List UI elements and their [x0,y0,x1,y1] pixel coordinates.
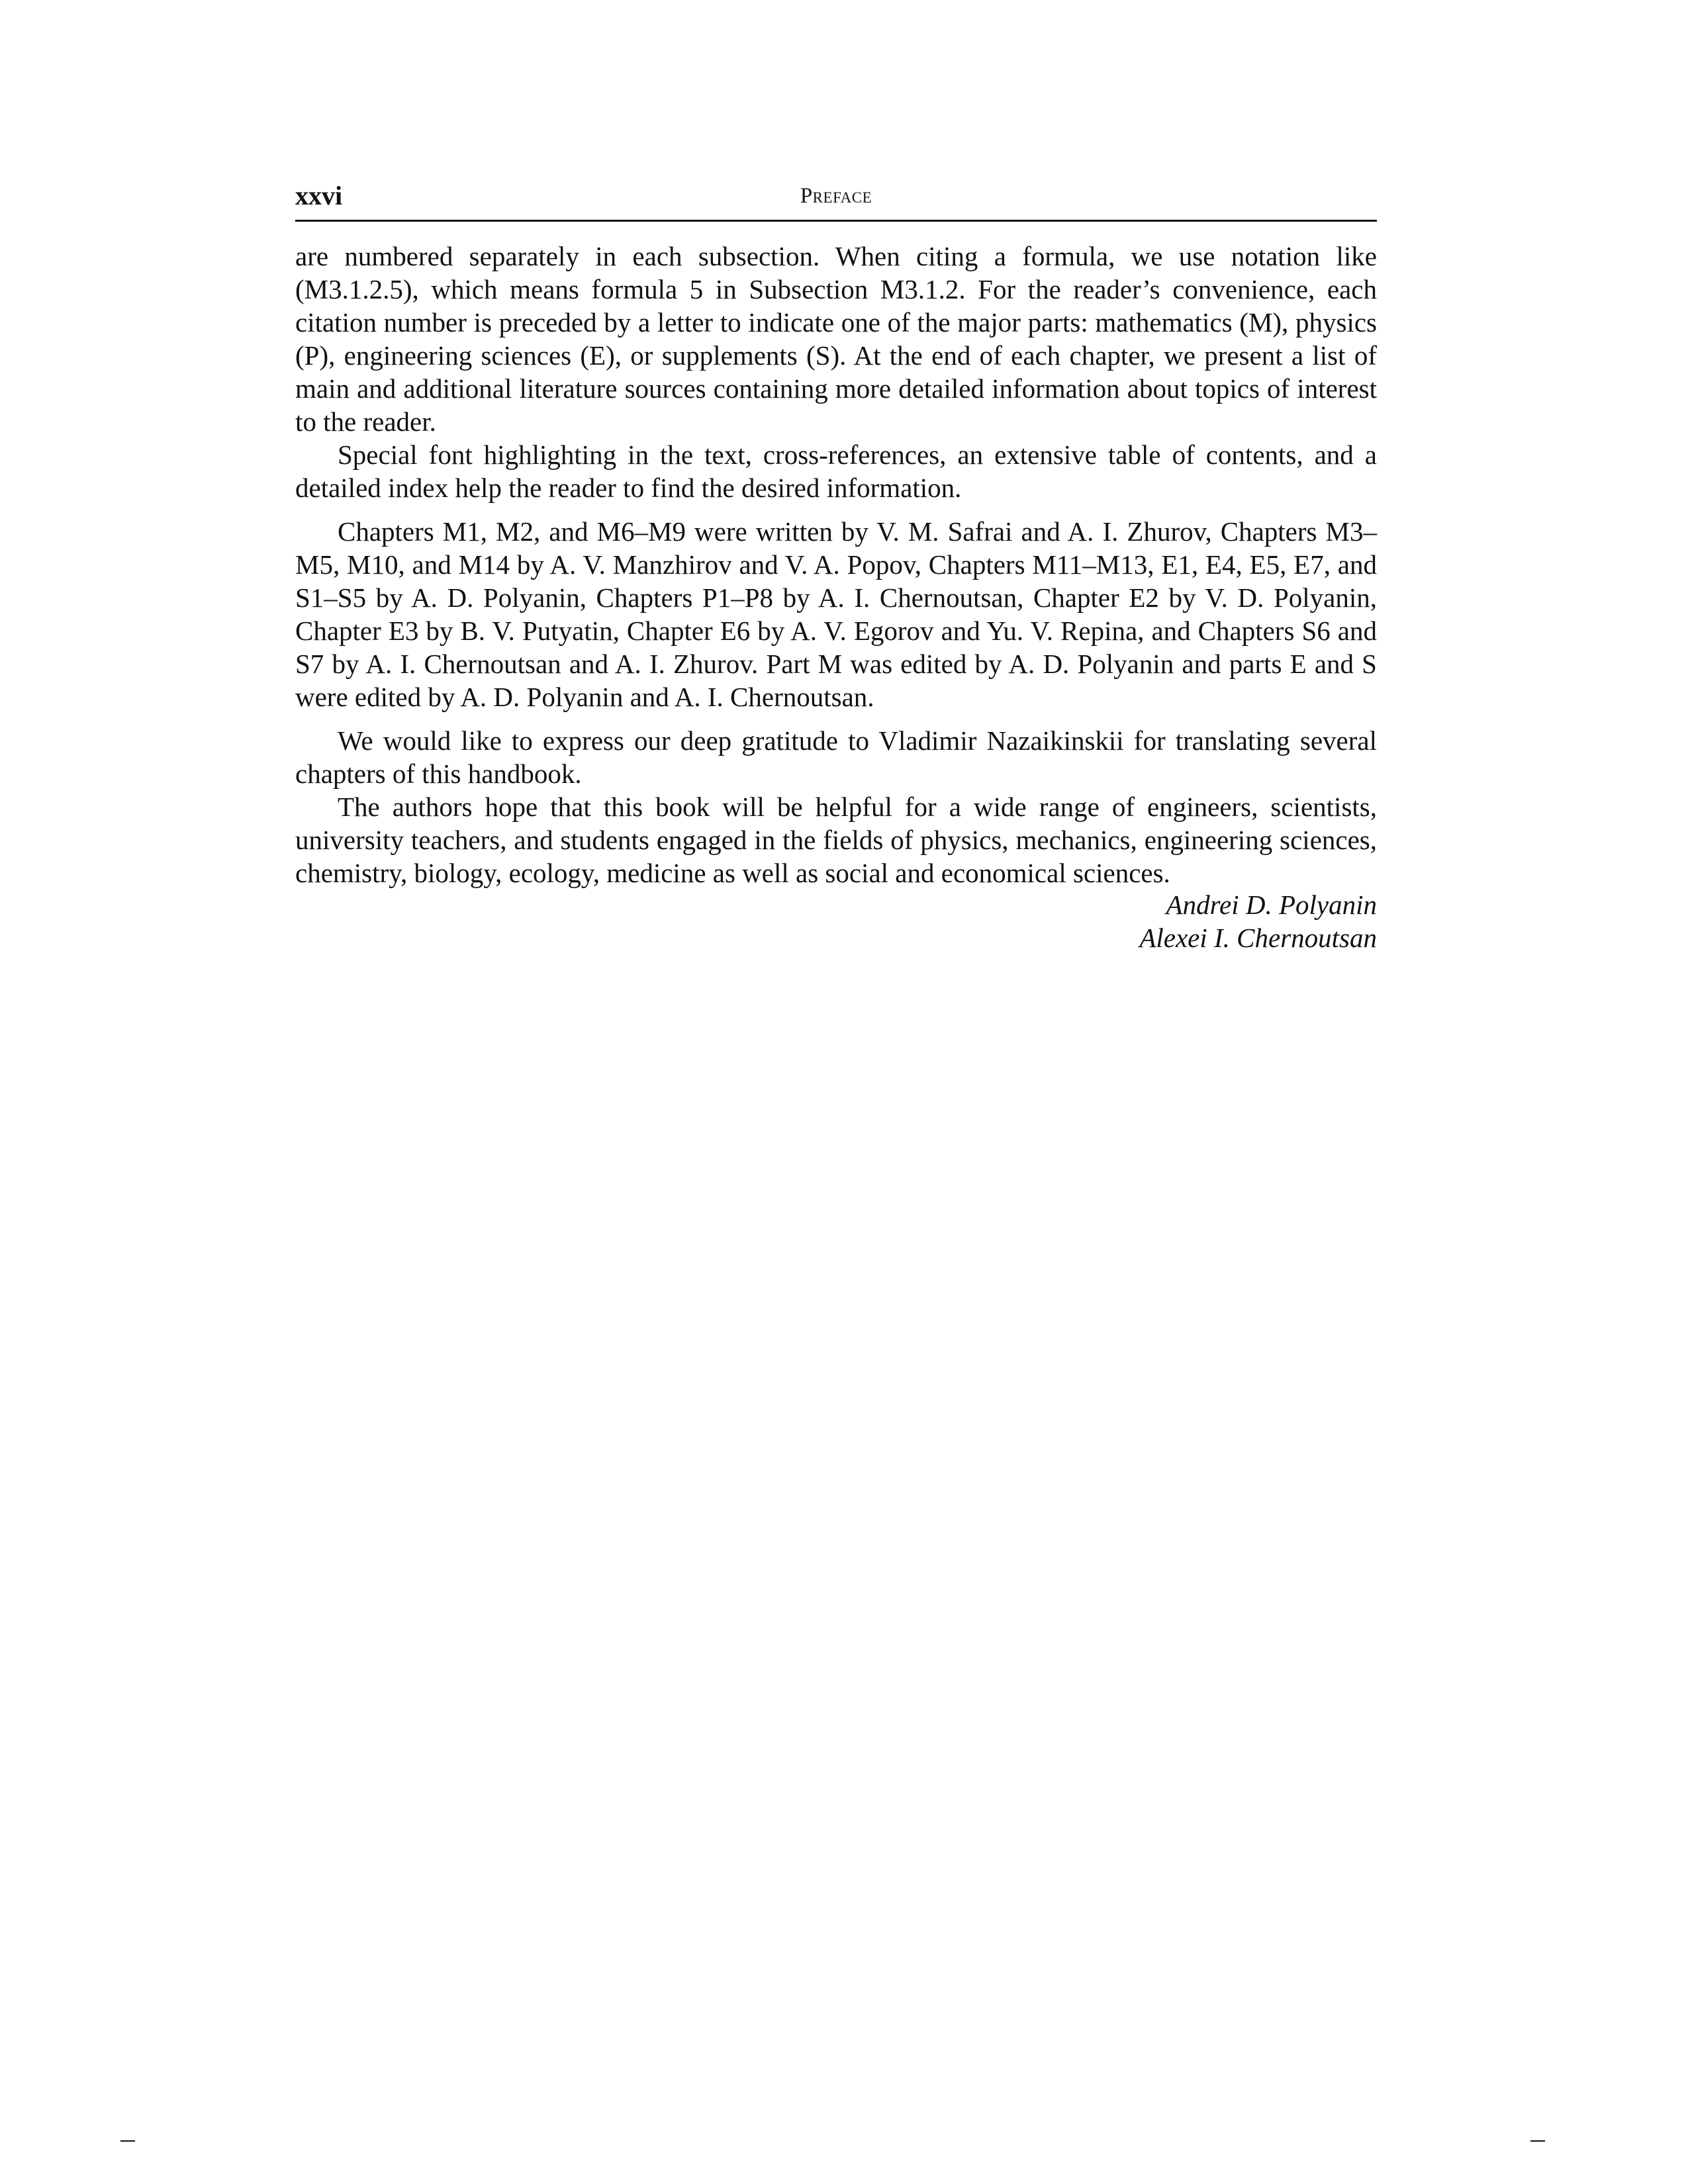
paragraph: are numbered separately in each subsection. When citing a formula, we use notation like (M3.1.2.5), which means formula 5 in Subsection M3.1.2. For the reader’s convenience, each citation number is preceded by a letter to indicate one of the major parts: mathematics (M), physics (P), engineering sciences (E), or supplements (S). At the end of each chapter, we present a list of main and additional literature sources containing more detailed information about topics of interest to the reader. [295,241,1377,437]
crop-mark [120,2140,135,2142]
author-name: Andrei D. Polyanin [1166,889,1377,920]
paragraph: Special font highlighting in the text, cross-references, an extensive table of contents, and a detailed index help the reader to find the desired information. [295,439,1377,503]
crop-mark [1530,2140,1545,2142]
paragraph: We would like to express our deep gratitude to Vladimir Nazaikinskii for translating several chapters of this handbook. [295,725,1377,789]
paragraph: Chapters M1, M2, and M6–M9 were written by V. M. Safrai and A. I. Zhurov, Chapters M3–M5, M10, and M14 by A. V. Manzhirov and V. A. Popov, Chapters M11–M13, E1, E4, E5, E7, and S1–S5 by A. D. Polyanin, Chapters P1–P8 by A. I. Chernoutsan, Chapter E2 by V. D. Polyanin, Chapter E3 by B. V. Putyatin, Chapter E6 by A. V. Egorov and Yu. V. Repina, and Chapters S6 and S7 by A. I. Chernoutsan and A. I. Zhurov. Part M was edited by A. D. Polyanin and parts E and S were edited by A. D. Polyanin and A. I. Chernoutsan. [295,516,1377,712]
page-number: xxvi [295,181,343,210]
paragraph: The authors hope that this book will be helpful for a wide range of engineers, scientists, university teachers, and students engaged in the fields of physics, mechanics, engineering sciences, chemistry, biology, ecology, medicine as well as social and economical sciences. [295,792,1377,888]
preface-body [295,240,1377,889]
author-name: Alexei I. Chernoutsan [1139,923,1377,953]
running-head: Preface [800,184,872,208]
author-signatures [1139,888,1377,954]
page-header [295,180,1377,222]
